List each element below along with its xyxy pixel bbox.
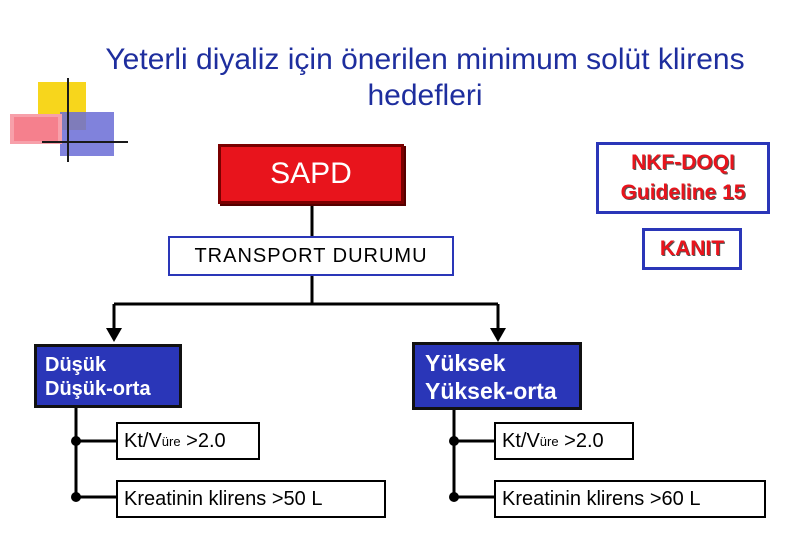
low-branch-dot-2 bbox=[71, 492, 81, 502]
low-ktv-subscript: üre bbox=[161, 433, 181, 449]
arrow-head-right bbox=[490, 328, 506, 342]
high-ktv-prefix: Kt/V bbox=[502, 429, 540, 452]
high-ktv-subscript: üre bbox=[539, 433, 559, 449]
guideline-line1: NKF-DOQI bbox=[631, 151, 735, 174]
high-ktv-suffix: >2.0 bbox=[558, 429, 604, 452]
high-ktv-criterion bbox=[494, 422, 634, 460]
low-group-line1: Düşük bbox=[45, 354, 107, 376]
low-ktv-suffix: >2.0 bbox=[180, 429, 226, 452]
evidence-box: KANIT bbox=[642, 228, 742, 270]
guideline-box bbox=[596, 142, 770, 214]
low-transport-box bbox=[34, 344, 182, 408]
slide-title: Yeterli diyaliz için önerilen minimum solüt klirens hedefleri bbox=[105, 43, 745, 112]
transport-status-box: TRANSPORT DURUMU bbox=[168, 236, 454, 276]
high-group-line2: Yüksek-orta bbox=[425, 378, 557, 404]
low-ktv-prefix: Kt/V bbox=[124, 429, 162, 452]
guideline-line2: Guideline 15 bbox=[620, 181, 746, 204]
low-ktv-criterion bbox=[116, 422, 260, 460]
high-branch-dot-1 bbox=[449, 436, 459, 446]
high-transport-box bbox=[412, 342, 582, 410]
high-creatinine-criterion: Kreatinin klirens >60 L bbox=[494, 480, 766, 518]
high-branch-dot-2 bbox=[449, 492, 459, 502]
high-group-line1: Yüksek bbox=[425, 350, 506, 376]
low-branch-dot-1 bbox=[71, 436, 81, 446]
low-group-line2: Düşük-orta bbox=[45, 378, 151, 400]
low-creatinine-criterion: Kreatinin klirens >50 L bbox=[116, 480, 386, 518]
arrow-head-left bbox=[106, 328, 122, 342]
sapd-box: SAPD bbox=[218, 144, 404, 204]
